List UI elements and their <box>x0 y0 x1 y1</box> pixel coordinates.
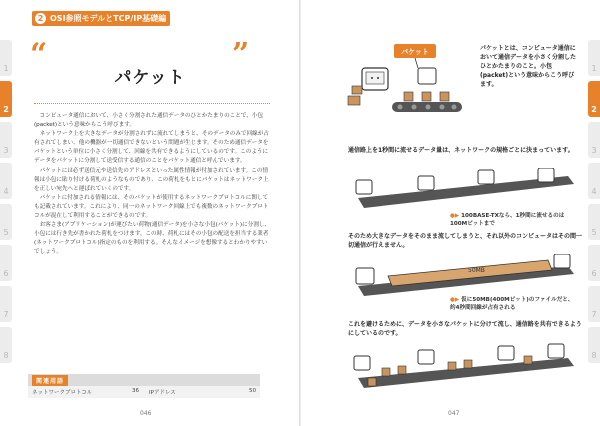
term-entry[interactable] <box>149 388 256 396</box>
term-name: IPアドレス <box>149 390 176 396</box>
side-tab-2[interactable]: 2 <box>588 81 600 117</box>
right-page <box>300 0 600 426</box>
page-number-right: 047 <box>448 410 460 417</box>
callout-bandwidth <box>450 212 570 228</box>
side-tab-5[interactable]: 5 <box>0 204 12 240</box>
side-tab-7[interactable]: 7 <box>588 286 600 322</box>
side-tab-7[interactable]: 7 <box>0 286 12 322</box>
term-page: 36 <box>132 388 139 394</box>
arrow-icon: ●▶ <box>450 297 460 303</box>
close-quote-mark: ” <box>232 37 250 72</box>
side-tabs-left <box>0 40 12 368</box>
term-name: ネットワークプロトコル <box>32 390 93 396</box>
paragraph: お客さま(アプリケーション)が運びたい荷物(通信データ)を小さな小包(パケット)に分割し、小包には行き先が書かれた荷札をつけます。この時、荷札にはその小包の配送を担当する業者(ネットワークプロトコル)指定のものを利用する。そんなイメージを想像するとわかりやすいでしょう。 <box>34 222 271 256</box>
file-size-label: 50MB <box>468 267 485 274</box>
side-tab-5[interactable]: 5 <box>588 204 600 240</box>
paragraph: パケットには必ず送信元や送信先のアドレスといった属性情報が付加されています。この情報は小包に貼り付ける荷札のようなものであり、この荷札をもとにパケットはネットワーク上を正しい宛先へと運ばれていくのです。 <box>34 167 269 192</box>
body-text <box>34 112 270 258</box>
side-tab-3[interactable]: 3 <box>588 122 600 158</box>
title-divider <box>34 103 270 104</box>
side-tab-4[interactable]: 4 <box>588 163 600 199</box>
callout-occupied <box>450 296 575 312</box>
open-quote-mark: “ <box>30 37 48 72</box>
page-title: パケット <box>114 68 186 88</box>
large-file-illustration <box>348 254 578 300</box>
term-page: 50 <box>249 388 256 394</box>
chapter-number: 2 <box>35 13 46 24</box>
side-tab-1[interactable]: 1 <box>0 40 12 76</box>
side-tab-8[interactable]: 8 <box>0 327 12 363</box>
page-number-left: 046 <box>140 410 152 417</box>
callout-bandwidth-text: 100BASE-TXなら、1秒間に流せるのは100Mビットまで <box>450 213 565 227</box>
packet-tag-label: パケット <box>401 48 429 56</box>
chapter-title: OSI参照モデルとTCP/IP基礎編 <box>50 14 167 23</box>
packet-sending-illustration <box>342 38 472 118</box>
explanation-line-3: これを避けるために、データを小さなパケットに分けて流し、通信路を共有できるようにしているのです。 <box>348 321 582 337</box>
explanation-line-2: そのため大きなデータをそのまま流してしまうと、それ以外のコンピュータはその間一切通信が行えません。 <box>348 233 583 249</box>
side-tab-6[interactable]: 6 <box>0 245 12 281</box>
related-terms-label: 関連用語 <box>32 375 68 386</box>
paragraph: コンピュータ通信において、小さく分割された通信データのひとかたまりのことで、小包(packet)という意味からこう呼びます。 <box>34 113 264 129</box>
side-tab-4[interactable]: 4 <box>0 163 12 199</box>
arrow-icon: ●▶ <box>450 213 460 219</box>
term-entry[interactable] <box>32 388 139 396</box>
side-tab-6[interactable]: 6 <box>588 245 600 281</box>
paragraph: パケットに付加される情報には、そのパケットが使用するネットワークプロトコルに関しても記載されています。これにより、同一のネットワーク回線上でも複数のネットワークプロトコルが混在して利用することができるのです。 <box>34 194 269 220</box>
paragraph: ネットワーク上を大きなデータが分割されずに流れてしまうと、そのデータのみで回線が占有されてしまい、他の機器が一切通信できないという問題が生じます。そのため通信データをパケットという単位に小さく分割して、回線を共有できるようにしているのです。このようにデータをパケットに分割して送受信する通信のことをパケット通信と呼んでいます。 <box>34 131 269 165</box>
related-terms-box <box>28 374 260 398</box>
explanation-line-1: 通信路上を1秒間に流せるデータ量は、ネットワークの規格ごとに決まっています。 <box>348 147 574 154</box>
callout-occupied-text: 仮に50MB(400Mビット)のファイルだと、約4秒間回線が占有される <box>450 297 574 311</box>
side-tab-8[interactable]: 8 <box>588 327 600 363</box>
side-tab-3[interactable]: 3 <box>0 122 12 158</box>
shared-packets-illustration <box>348 342 578 392</box>
intro-text: パケットとは、コンピュータ通信において通信データを小さく分割したひとかたまりのこと。小包(packet)という意味からこう呼びます。 <box>480 45 577 88</box>
side-tab-1[interactable]: 1 <box>588 40 600 76</box>
side-tabs-right <box>588 40 600 368</box>
conveyor-illustration-1 <box>348 168 578 216</box>
chapter-header <box>32 11 170 26</box>
side-tab-2[interactable]: 2 <box>0 81 12 117</box>
